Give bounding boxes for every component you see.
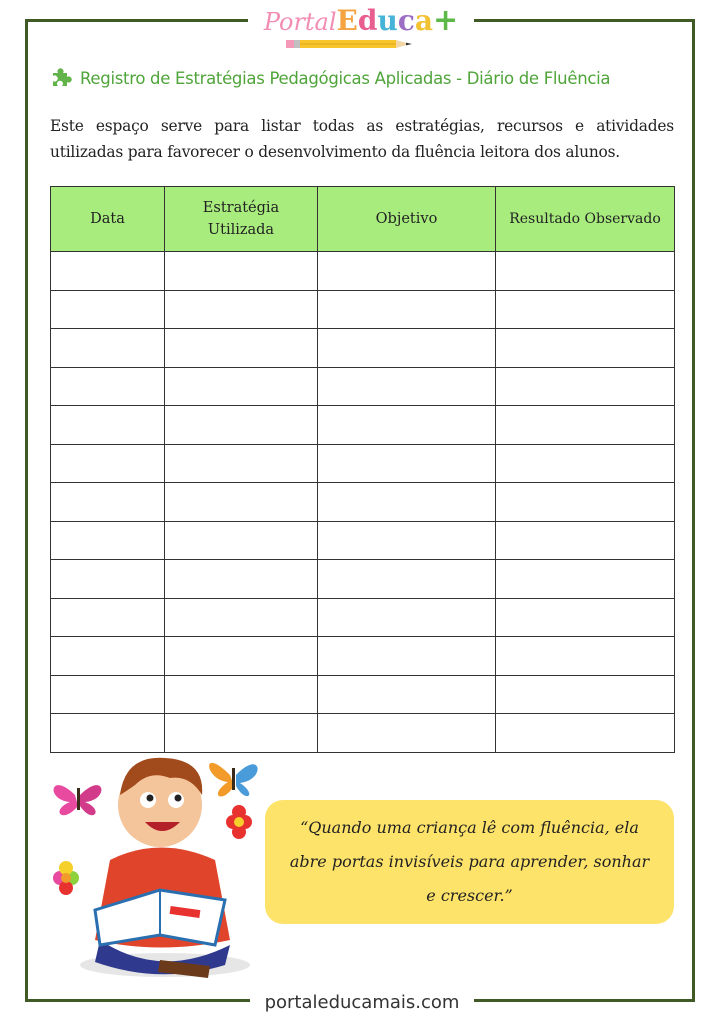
table-cell[interactable] xyxy=(496,598,675,637)
butterfly-icon xyxy=(209,763,258,797)
table-cell[interactable] xyxy=(165,560,318,599)
table-cell[interactable] xyxy=(318,483,496,522)
header-resultado: Resultado Observado xyxy=(496,187,675,252)
table-cell[interactable] xyxy=(318,444,496,483)
table-cell[interactable] xyxy=(318,367,496,406)
logo-plus: + xyxy=(433,3,459,38)
table-cell[interactable] xyxy=(165,444,318,483)
header-data: Data xyxy=(51,187,165,252)
table-cell[interactable] xyxy=(496,367,675,406)
table-cell[interactable] xyxy=(51,329,165,368)
table-cell[interactable] xyxy=(51,252,165,291)
logo xyxy=(248,4,474,56)
header-objetivo: Objetivo xyxy=(318,187,496,252)
table-cell[interactable] xyxy=(165,675,318,714)
strategy-table xyxy=(50,186,675,753)
table-cell[interactable] xyxy=(51,483,165,522)
table-cell[interactable] xyxy=(496,483,675,522)
table-cell[interactable] xyxy=(496,329,675,368)
quote-text: “Quando uma criança lê com fluência, ela abre portas invisíveis para aprender, sonhar e crescer.” xyxy=(289,818,650,905)
table-cell[interactable] xyxy=(496,290,675,329)
table-cell[interactable] xyxy=(318,560,496,599)
footer xyxy=(250,990,474,1016)
table-cell[interactable] xyxy=(496,675,675,714)
table-row xyxy=(51,598,675,637)
table-cell[interactable] xyxy=(51,406,165,445)
table-cell[interactable] xyxy=(165,290,318,329)
table-cell[interactable] xyxy=(318,252,496,291)
table-cell[interactable] xyxy=(51,367,165,406)
table-cell[interactable] xyxy=(318,521,496,560)
table-cell[interactable] xyxy=(165,406,318,445)
quote-box xyxy=(265,800,674,924)
page-title: Registro de Estratégias Pedagógicas Aplicadas - Diário de Fluência xyxy=(80,68,611,88)
table-cell[interactable] xyxy=(51,444,165,483)
table-cell[interactable] xyxy=(51,675,165,714)
table-row xyxy=(51,675,675,714)
table-cell[interactable] xyxy=(165,329,318,368)
table-cell[interactable] xyxy=(165,252,318,291)
table-cell[interactable] xyxy=(496,444,675,483)
table-cell[interactable] xyxy=(165,483,318,522)
table-cell[interactable] xyxy=(51,560,165,599)
table-cell[interactable] xyxy=(496,560,675,599)
butterfly-icon xyxy=(54,785,102,815)
table-cell[interactable] xyxy=(165,367,318,406)
table-row xyxy=(51,290,675,329)
table-header-row xyxy=(51,187,675,252)
table-cell[interactable] xyxy=(51,637,165,676)
table-cell[interactable] xyxy=(318,329,496,368)
table-row xyxy=(51,483,675,522)
table-row xyxy=(51,521,675,560)
table-cell[interactable] xyxy=(496,252,675,291)
table-cell[interactable] xyxy=(496,406,675,445)
table-cell[interactable] xyxy=(318,714,496,753)
logo-educa: Educa xyxy=(336,4,434,37)
table-cell[interactable] xyxy=(496,521,675,560)
flower-icon xyxy=(226,805,252,839)
table-row xyxy=(51,252,675,291)
table-cell[interactable] xyxy=(318,406,496,445)
table-cell[interactable] xyxy=(318,598,496,637)
table-row xyxy=(51,367,675,406)
table-row xyxy=(51,560,675,599)
table-cell[interactable] xyxy=(318,637,496,676)
boy-reading-illustration xyxy=(40,740,270,980)
table-row xyxy=(51,444,675,483)
header-estrategia: Estratégia Utilizada xyxy=(165,187,318,252)
table-cell[interactable] xyxy=(496,637,675,676)
table-cell[interactable] xyxy=(51,521,165,560)
table-cell[interactable] xyxy=(51,290,165,329)
pencil-icon xyxy=(286,38,416,50)
footer-url[interactable]: portaleducamais.com xyxy=(264,992,460,1013)
flower-icon xyxy=(53,861,79,895)
logo-portal: Portal xyxy=(263,8,337,36)
table-cell[interactable] xyxy=(496,714,675,753)
table-cell[interactable] xyxy=(165,598,318,637)
table-row xyxy=(51,637,675,676)
table-cell[interactable] xyxy=(318,290,496,329)
table-cell[interactable] xyxy=(51,598,165,637)
table-row xyxy=(51,406,675,445)
table-row xyxy=(51,329,675,368)
table-cell[interactable] xyxy=(318,675,496,714)
section-title xyxy=(50,64,610,92)
intro-paragraph: Este espaço serve para listar todas as estratégias, recursos e atividades utilizadas para favorecer o desenvolvimento da fluência leitora dos alunos. xyxy=(50,117,674,161)
table-cell[interactable] xyxy=(165,521,318,560)
puzzle-icon xyxy=(50,67,72,89)
table-cell[interactable] xyxy=(165,637,318,676)
